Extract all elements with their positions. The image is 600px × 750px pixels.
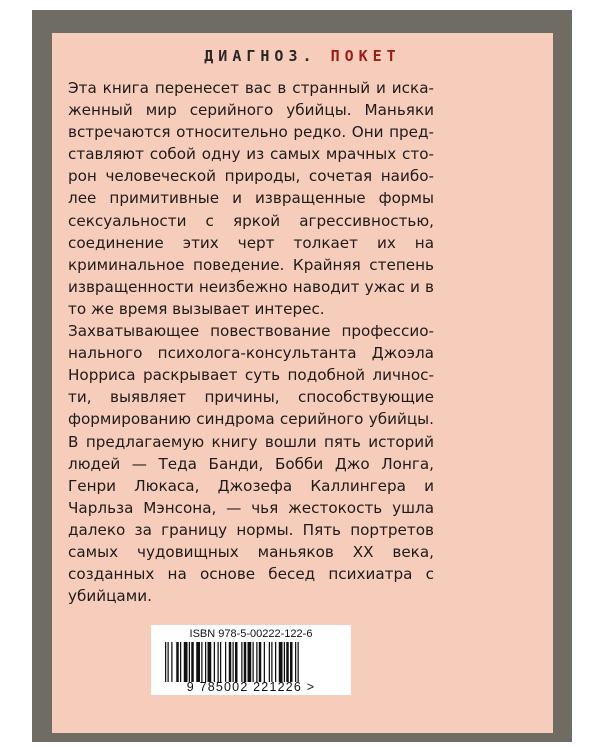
barcode-bar <box>253 642 254 682</box>
barcode-bar <box>218 642 219 682</box>
barcode-bar <box>275 642 276 682</box>
barcode-bar <box>214 642 215 682</box>
barcode-bar <box>189 642 190 682</box>
barcode-block <box>151 625 351 695</box>
annotation-paragraph-1: Эта книга перенесет вас в странный и искаженный мир серийного убийцы. Маньяки встречаются относительно редко. Они представляют собой одну из самых мрачных сторон человеческой природы, сочетая наиболее примитивные и извращенные формы сексуальности с яркой агрессивностью, соединение этих черт толкает их на криминальное поведение. Крайняя степень извращенности неизбежно наводит ужас и в то же время вызывает интерес. <box>68 79 434 318</box>
barcode-bar <box>298 642 299 682</box>
barcode-bars <box>165 642 337 682</box>
barcode-bar <box>168 642 169 682</box>
series-title-accent: ПОКЕТ <box>330 47 401 65</box>
barcode-bar <box>295 642 296 682</box>
annotation-text <box>68 77 434 607</box>
barcode-bar <box>225 642 226 682</box>
barcode-bar <box>286 642 289 682</box>
barcode-bar <box>205 642 206 682</box>
barcode-bar <box>279 642 283 682</box>
barcode-bar <box>233 642 234 682</box>
series-title-main: ДИАГНОЗ. <box>204 47 317 65</box>
barcode-bar <box>241 642 242 682</box>
barcode-bar <box>290 642 293 682</box>
barcode-bar <box>196 642 200 682</box>
barcode-bar <box>165 642 166 682</box>
barcode-bar <box>259 642 262 682</box>
barcode-bar <box>264 642 265 682</box>
barcode-bar <box>269 642 270 682</box>
annotation-paragraph-2: Захватывающее повествование профессионального психолога-консультанта Джоэла Норриса раскрывает суть подобной личности, выявляет причины, способствующие формированию синдрома серийного убийцы. В предлагаемую книгу вошли пять историй людей — Теда Банди, Бобби Джо Лонга, Генри Люкаса, Джозефа Каллингера и Чарльза Мэнсона, — чья жестокость ушла далеко за границу нормы. Пять портретов самых чудовищных маньяков XX века, созданных на основе бесед психиатра с убийцами. <box>68 322 434 606</box>
barcode-bar <box>184 642 188 682</box>
barcode-bar <box>235 642 238 682</box>
barcode-bar <box>171 642 172 682</box>
series-title <box>52 47 553 65</box>
barcode-bar <box>208 642 212 682</box>
barcode-bar <box>201 642 202 682</box>
barcode-bar <box>191 642 194 682</box>
barcode-bar <box>271 642 272 682</box>
isbn-label: ISBN 978-5-00222-122-6 <box>189 628 313 640</box>
barcode-bar <box>220 642 221 682</box>
barcode-bar <box>229 642 232 682</box>
barcode-bar <box>244 642 247 682</box>
ean-digits: 9 785002 221226 > <box>186 680 316 694</box>
barcode-bar <box>256 642 257 682</box>
barcode-bar <box>176 642 179 682</box>
barcode-bar <box>284 642 285 682</box>
barcode-bar <box>180 642 181 682</box>
barcode-bar <box>248 642 252 682</box>
